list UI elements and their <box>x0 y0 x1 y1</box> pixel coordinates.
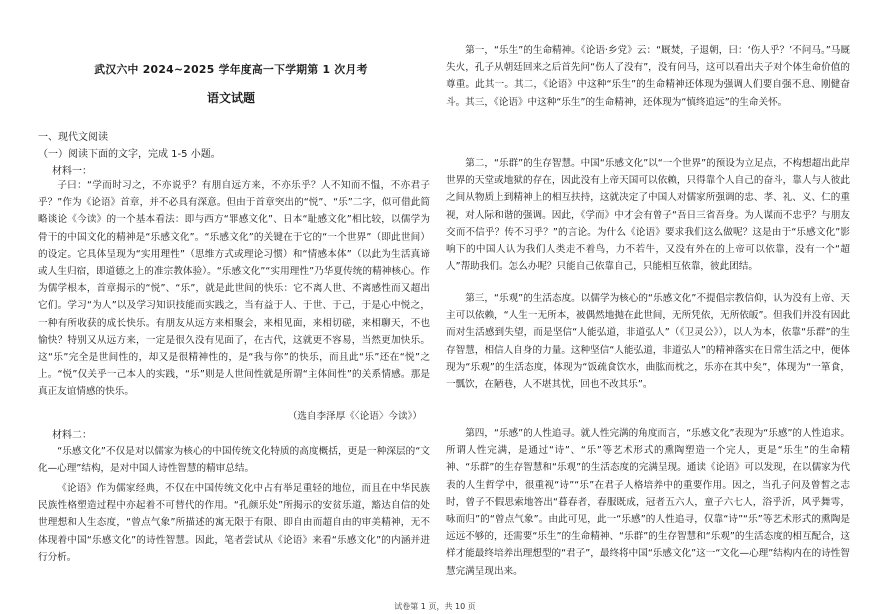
material2-label: 材料二： <box>52 430 92 441</box>
right-paragraph-3: 第三，“乐观”的生活态度。以儒学为核心的“乐感文化”不提倡宗教信仰，认为没有上帝、天主可以依赖，“人生一无所本，被偶然地抛在此世间，无所凭依，无所依皈”。但我们并没有因此而对生活感到失望，而是坚信“人能弘道，非道弘人”（《卫灵公》），以人为本，依靠“乐群”的生存智慧，相信人自身的力量。这种坚信“人能弘道，非道弘人”的精神落实在日常生活之中，便体现为“乐观”的生活态度，体现为“饭疏食饮水，曲肱而枕之，乐亦在其中矣”，体现为“一箪食，一瓢饮，在陋巷，人不堪其忧，回也不改其乐”。 <box>446 293 850 391</box>
material1-label: 材料一： <box>52 166 92 177</box>
material2-paragraph-2: 《论语》作为儒家经典，不仅在中国传统文化中占有举足重轻的地位，而且在中华民族民族性格塑造过程中亦起着不可替代的作用。“孔颜乐处”所揭示的安贫乐道，豁达自信的处世理想和人生态度，“曾点气象”所描述的寓无限于有限、即自由而超自由的审美精神，无不体现着中国“乐感文化”的诗性智慧。因此，笔者尝试从《论语》来看“乐感文化”的内涵并进行分析。 <box>38 483 430 563</box>
material1-paragraph: 子曰：“学而时习之，不亦说乎？有朋自远方来，不亦乐乎？人不知而不愠，不亦君子乎？”作为《论语》首章，并不必具有深意。但由于首章突出的“悦”、“乐”二字，似可借此简略谈论《今读》的一个基本看法：即与西方“罪感文化”、日本“耻感文化”相比较，以儒学为骨干的中国文化的精神是“乐感文化”。“乐感文化”的关键在于它的“一个世界”（即此世间）的设定。它具体呈现为“实用理性”（思维方式或理论习惯）和“情感本体”（以此为生活真谛或人生归宿，即道德之上的准宗教体验）。“乐感文化”“实用理性”乃华夏传统的精神核心。作为儒学根本，首章揭示的“悦”、“乐”，就是此世间的快乐：它不离人世、不离感性而又超出它们。学习“为人”以及学习知识技能而实践之，当有益于人、于世、于己，于是心中悦之，一种有所收获的成长快乐。有朋友从远方来相聚会，来相见面，来相切磋，来相聊天，不也愉快？特别又从远方来，一定是很久没有见面了，在古代，这就更不容易，当然更加快乐。这“乐”完全是世间性的，却又是很精神性的，是“我与你”的快乐，而且此“乐”还在“悦”之上。“悦”仅关乎一己本人的实践，“乐”则是人世间性就是所谓“主体间性”的关系情感。那是真正友谊情感的快乐。 <box>38 180 430 398</box>
section-heading: 一、现代文阅读 <box>38 132 108 143</box>
subsection-heading: （一）阅读下面的文字，完成 1-5 小题。 <box>38 149 221 160</box>
material1-source: （选自李泽厚《〈论语〉今读》） <box>287 411 422 422</box>
exam-subject: 语文试题 <box>206 91 255 105</box>
page-footer: 试卷第 1 页，共 10 页 <box>394 602 476 611</box>
right-paragraph-2: 第二，“乐群”的生存智慧。中国“乐感文化”以“一个世界”的预设为立足点，不构想超出此岸世界的天堂或地狱的存在，因此没有上帝天国可以依赖，只得靠个人自己的奋斗，靠人与人彼此之间从物质上到精神上的相互扶持，这就决定了中国人对儒家所强调的忠、孝、礼、义、仁的重视，对人际和谐的强调。因此，《学而》中才会有曾子“吾日三省吾身。为人谋而不忠乎？与朋友交而不信乎？传不习乎？”的言论。为什么《论语》要求我们这么做呢？这是由于“乐感文化”影响下的中国人认为我们人类走不着鸟，力不若牛，又没有外在的上帝可以依靠，没有一个“超人”帮助我们。怎么办呢？只能自己依靠自己，只能相互依靠，彼此团结。 <box>446 158 850 273</box>
right-paragraph-4: 第四，“乐感”的人性追寻。就人性完满的角度而言，“乐感文化”表现为“乐感”的人性追求。所谓人性完满，是通过“诗”、“乐”等艺术形式的熏陶塑造一个完人，更是“乐生”的生命精神、“乐群”的生存智慧和“乐观”的生活态度的完满呈现。通读《论语》可以发现，在以儒家为代表的人生哲学中，很重视“诗”“乐”在君子人格培养中的重要作用。因之，当孔子问及曾皙之志时，曾子不假思索地答出“暮春者，春服既成，冠者五六人，童子六七人，浴乎沂，风乎舞雩，咏而归”的“曾点气象”。由此可见，此一“乐感”的人性追寻，仅靠“诗”“乐”等艺术形式的熏陶是远远不够的，还需要“乐生”的生命精神、“乐群”的生存智慧和“乐观”的生活态度的相互配合，这样才能最终培养出理想型的“君子”，最终将中国“乐感文化”这一“文化—心理”结构内在的诗性智慧完满呈现出来。 <box>446 428 850 577</box>
material2-paragraph-1: “乐感文化”不仅是对以儒家为核心的中国传统文化特质的高度概括，更是一种深层的“文化—心理”结构，是对中国人诗性智慧的精审总结。 <box>38 446 430 475</box>
exam-title: 武汉六中 2024~2025 学年度高一下学期第 1 次月考 <box>94 63 368 76</box>
right-paragraph-1: 第一，“乐生”的生命精神。《论语·乡党》云：“厩焚，子退朝，曰：‘伤人乎？’不问马。”马厩失火，孔子从朝廷回来之后首先问“伤人了没有”，没有问马，这可以看出夫子对个体生命价值的尊重。此其一。其二，《论语》中这种“乐生”的生命精神还体现为强调人们要自强不息、刚健奋斗。其三，《论语》中这种“乐生”的生命精神，还体现为“慎终追远”的生命关怀。 <box>446 45 850 108</box>
